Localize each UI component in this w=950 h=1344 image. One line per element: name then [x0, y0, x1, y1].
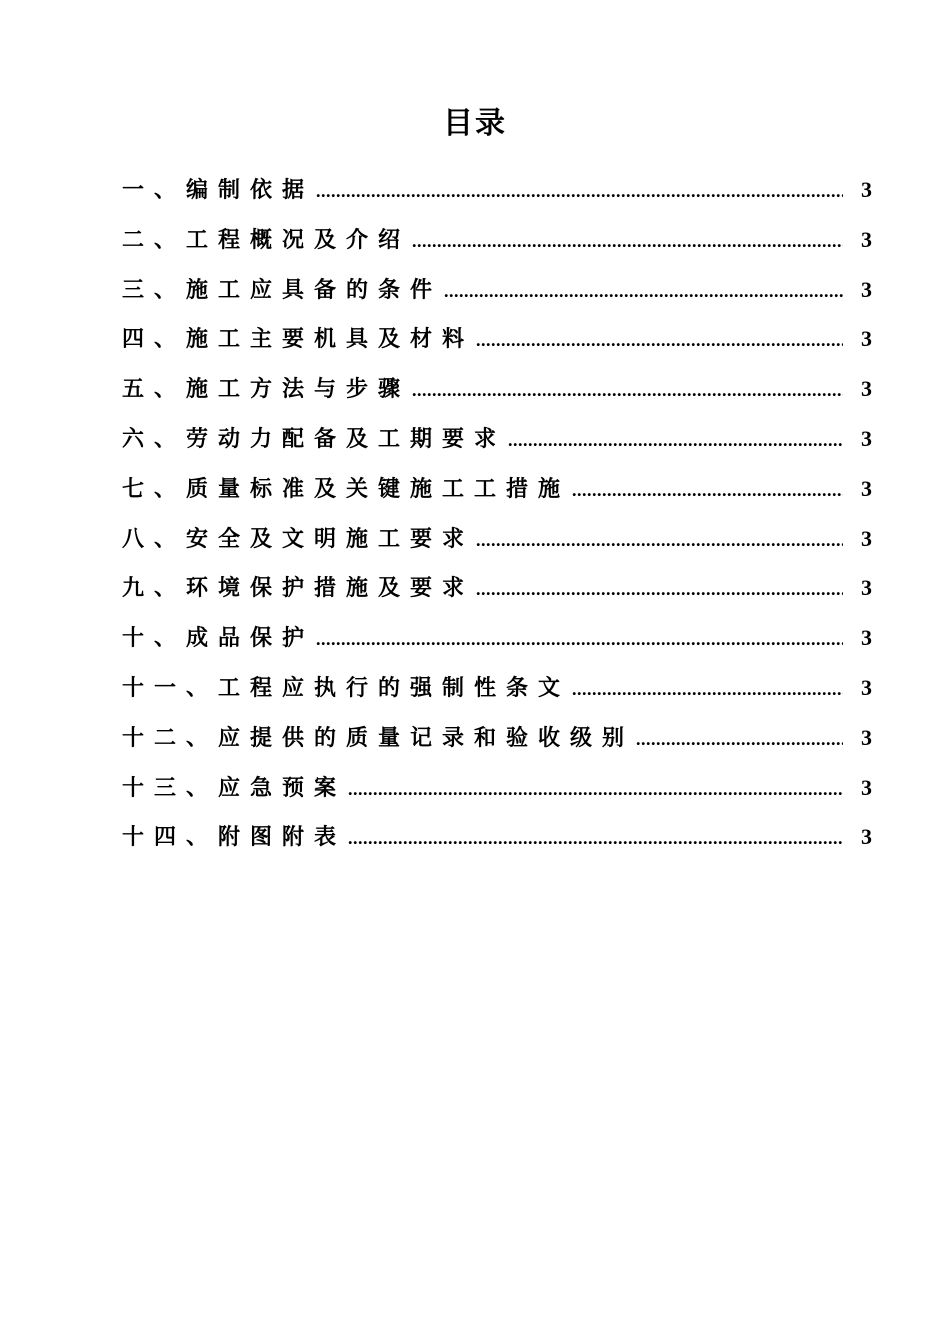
toc-dot-leader — [476, 516, 843, 566]
toc-dot-leader — [572, 466, 843, 516]
toc-dot-leader — [508, 416, 843, 466]
toc-entry-label: 三、施工应具备的条件 — [122, 276, 443, 303]
toc-entry[interactable] — [122, 314, 872, 364]
toc-dot-leader — [316, 167, 843, 217]
toc-entry-page: 3 — [861, 425, 872, 451]
toc-entry-label: 十一、工程应执行的强制性条文 — [122, 674, 571, 701]
toc-entry-label: 五、施工方法与步骤 — [122, 376, 411, 403]
toc-dot-leader — [348, 765, 843, 815]
toc-entry-label: 二、工程概况及介绍 — [122, 226, 411, 253]
toc-entry-label: 七、质量标准及关键施工工措施 — [122, 475, 571, 502]
toc-entry-page: 3 — [861, 326, 872, 352]
toc-entry-page: 3 — [861, 575, 872, 601]
toc-entry-label: 九、环境保护措施及要求 — [122, 575, 475, 602]
toc-entry-page: 3 — [861, 226, 872, 252]
toc-entry-page: 3 — [861, 525, 872, 551]
toc-entry[interactable] — [122, 613, 872, 663]
toc-entry[interactable] — [122, 414, 872, 464]
toc-dot-leader — [636, 715, 843, 765]
toc-entry-page: 3 — [861, 177, 872, 202]
toc-entry[interactable] — [122, 763, 872, 813]
toc-entry-label: 十、成品保护 — [122, 625, 315, 652]
toc-dot-leader — [316, 615, 843, 665]
toc-dot-leader — [572, 665, 843, 715]
toc-entry[interactable] — [122, 514, 872, 564]
toc-list — [122, 165, 872, 862]
toc-entry-page: 3 — [861, 625, 872, 651]
toc-entry-page: 3 — [861, 774, 872, 800]
toc-dot-leader — [348, 814, 843, 864]
toc-entry-page: 3 — [861, 824, 872, 850]
toc-entry[interactable] — [122, 265, 872, 315]
toc-entry[interactable] — [122, 713, 872, 763]
toc-entry[interactable] — [122, 464, 872, 514]
toc-entry-page: 3 — [861, 475, 872, 501]
toc-entry[interactable] — [122, 563, 872, 613]
toc-entry-page: 3 — [861, 674, 872, 700]
toc-entry-label: 十四、附图附表 — [122, 824, 347, 851]
toc-entry-label: 一、编制依据 — [122, 177, 315, 203]
toc-dot-leader — [412, 217, 843, 267]
toc-entry-page: 3 — [861, 724, 872, 750]
toc-entry-page: 3 — [861, 276, 872, 302]
toc-entry-label: 十三、应急预案 — [122, 774, 347, 801]
toc-title: 目录 — [443, 106, 507, 141]
toc-entry[interactable] — [122, 364, 872, 414]
toc-entry-page: 3 — [861, 376, 872, 402]
toc-entry[interactable] — [122, 663, 872, 713]
toc-entry-label: 四、施工主要机具及材料 — [122, 326, 475, 353]
toc-entry[interactable] — [122, 812, 872, 862]
toc-entry-label: 八、安全及文明施工要求 — [122, 525, 475, 552]
toc-entry-label: 十二、应提供的质量记录和验收级别 — [122, 724, 635, 751]
toc-dot-leader — [476, 316, 843, 366]
toc-dot-leader — [412, 366, 843, 416]
toc-entry[interactable] — [122, 165, 872, 215]
toc-dot-leader — [476, 565, 843, 615]
toc-entry[interactable] — [122, 215, 872, 265]
toc-dot-leader — [444, 267, 843, 317]
toc-entry-label: 六、劳动力配备及工期要求 — [122, 425, 507, 452]
